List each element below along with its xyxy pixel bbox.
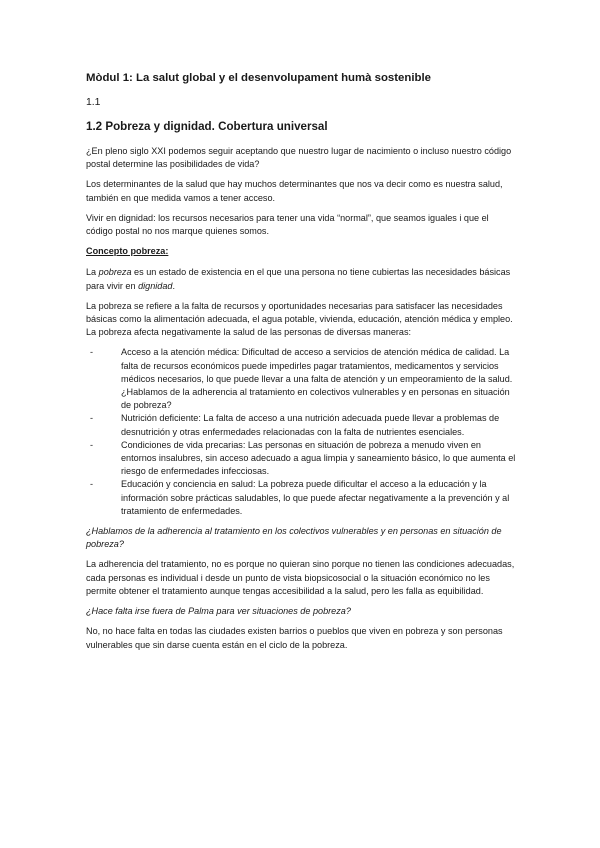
list-item <box>86 439 516 479</box>
list-item <box>86 478 516 518</box>
concept-emphasis: pobreza <box>98 267 132 278</box>
document-title: Mòdul 1: La salut global y el desenvolupament humà sostenible <box>86 72 431 84</box>
concept-text: La <box>86 267 99 278</box>
list-dash: - <box>90 413 94 424</box>
answer-adherence: La adherencia del tratamiento, no es porque no quieran sino porque no tienen las condiciones adecuadas, cada personas es individual i desde un punto de vista biopsicosocial o la situación económico no les permite obtener el tratamiento aunque tengas accesibilidad a la salud, pero les falla as equibilidad. <box>86 559 515 596</box>
list-item <box>86 346 516 412</box>
concept-heading: Concepto pobreza: <box>86 246 169 257</box>
intro-paragraph: ¿En pleno siglo XXI podemos seguir aceptando que nuestro lugar de nacimiento o incluso nuestro código postal determine las posibilidades de vida? <box>86 146 512 170</box>
list-item <box>86 412 516 438</box>
question-palma: ¿Hace falta irse fuera de Palma para ver situaciones de pobreza? <box>86 606 351 617</box>
section-heading: 1.2 Pobreza y dignidad. Cobertura universal <box>86 120 328 133</box>
concept-text: es un estado de existencia en el que una persona no tiene cubiertas las necesidades básicas para vivir en <box>86 267 511 291</box>
effects-paragraph: La pobreza se refiere a la falta de recursos y oportunidades necesarias para satisfacer las necesidades básicas como la alimentación adecuada, el agua potable, vivienda, educación, atención médica y empleo. La pobreza afecta negativamente la salud de las personas de diversas maneras: <box>86 300 513 338</box>
intro-paragraph: Los determinantes de la salud que hay muchos determinantes que nos va decir como es nuestra salud, también en que medida vamos a tener acceso. <box>86 179 503 203</box>
concept-emphasis: dignidad <box>138 280 173 291</box>
list-item-text: Condiciones de vida precarias: Las personas en situación de pobreza a menudo viven en entornos insalubres, sin acceso adecuado a agua limpia y saneamiento básico, lo que aumenta el riesgo de enfermedades infecciosas. <box>121 439 516 477</box>
effects-list <box>86 346 516 518</box>
list-item-question: ¿Hablamos de la adherencia al tratamiento en colectivos vulnerables y en personas en situación de pobreza? <box>121 387 510 411</box>
question-adherence: ¿Hablamos de la adherencia al tratamiento en los colectivos vulnerables y en personas en situación de pobreza? <box>86 526 502 550</box>
section-number: 1.1 <box>86 97 101 108</box>
list-item-text: Educación y conciencia en salud: La pobreza puede dificultar el acceso a la educación y la información sobre prácticas saludables, lo que puede afectar negativamente a la prevención y al tratamiento de enfermedades. <box>121 479 510 516</box>
list-dash: - <box>90 439 94 450</box>
list-item-text: Nutrición deficiente: La falta de acceso a una nutrición adecuada puede llevar a problemas de desnutrición y otras enfermedades relacionadas con la falta de nutrientes esenciales. <box>121 413 500 437</box>
answer-palma: No, no hace falta en todas las ciudades existen barrios o pueblos que viven en pobreza y son personas vulnerables que sin darse cuenta están en el ciclo de la pobreza. <box>86 626 503 650</box>
intro-paragraph: Vivir en dignidad: los recursos necesarios para tener una vida “normal”, que seamos iguales i que el código postal no nos marque quienes somos. <box>86 212 489 237</box>
list-item-text: Acceso a la atención médica: Dificultad de acceso a servicios de atención médica de calidad. La falta de recursos económicos puede impedirles pagar tratamientos, medicamentos y servicios médicos necesarios, lo que puede llevar a una falta de atención y un empeoramiento de la salud. <box>121 347 513 384</box>
concept-text: . <box>172 280 175 291</box>
list-dash: - <box>90 347 94 358</box>
list-dash: - <box>90 479 94 490</box>
concept-paragraph <box>86 266 516 292</box>
